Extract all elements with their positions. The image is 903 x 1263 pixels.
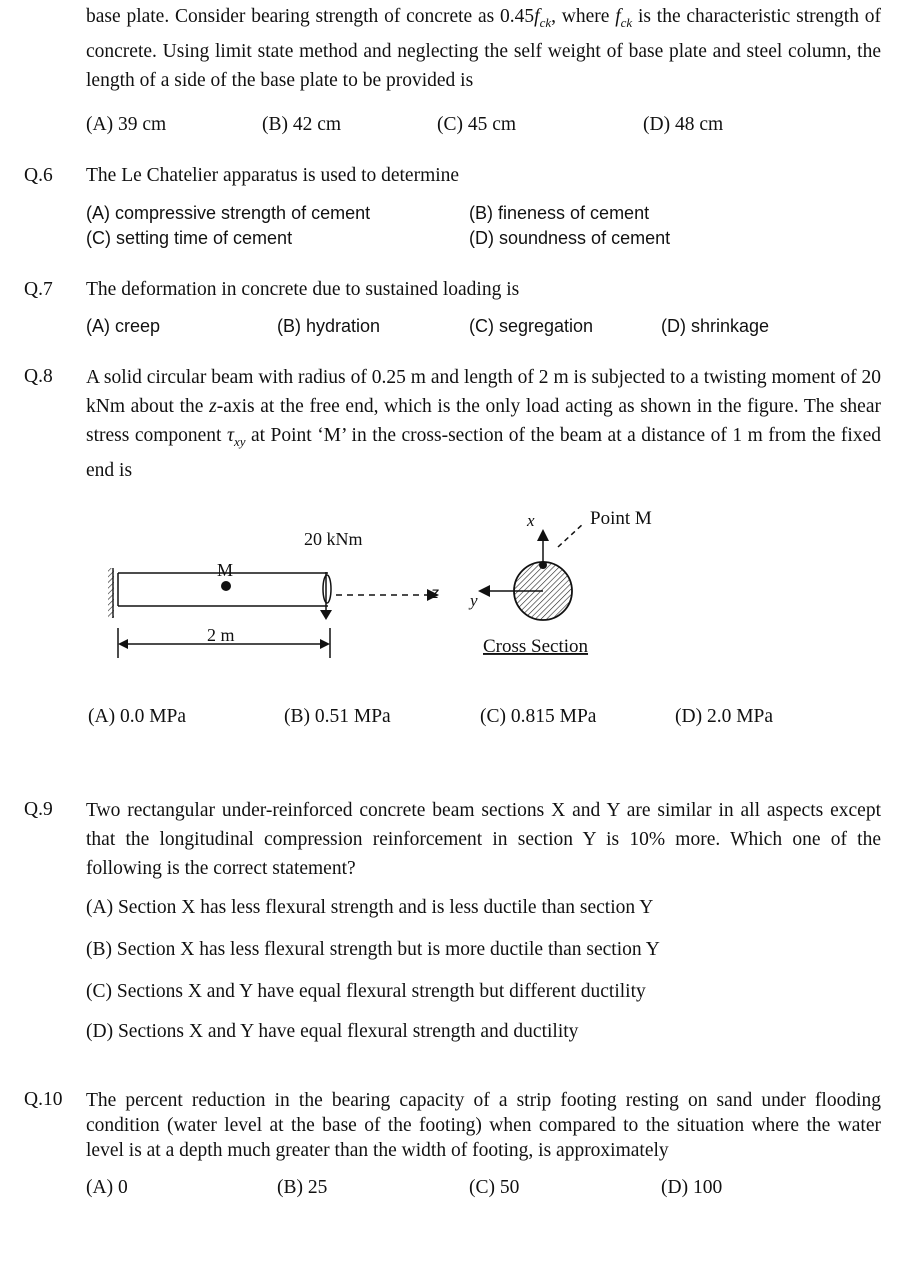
q9-number: Q.9 xyxy=(24,799,53,820)
q10-option-a[interactable]: (A) 0 xyxy=(86,1177,128,1198)
moment-label: 20 kNm xyxy=(304,529,363,549)
q7-option-a[interactable]: (A) creep xyxy=(86,316,161,336)
q5-stem: base plate. Consider bearing strength of concrete as $0.45f_{ck}$, where $f_{ck}$ is the characteristic strength of concrete. Using limit state method and neglecting the self weight of base plate and steel column, the length of a side of the base plate to be provided is xyxy=(86,6,881,91)
q10-option-b[interactable]: (B) 25 xyxy=(277,1177,328,1198)
q9-stem: Two rectangular under-reinforced concrete beam sections X and Y are similar in all aspects except that the longitudinal compression reinforcement in section Y is 10% more. Which one of the following is the correct statement? xyxy=(86,800,881,879)
q8-figure xyxy=(0,490,903,670)
cross-section-label: Cross Section xyxy=(483,636,589,657)
length-label: 2 m xyxy=(207,625,235,645)
q8-stem: A solid circular beam with radius of 0.25 m and length of 2 m is subjected to a twisting moment of 20 kNm about the z-axis at the free end, which is the only load acting as shown in the figure. The shear stress component $\tau_{xy}$ at Point ‘M’ in the cross-section of the beam at a distance of 1 m from the fixed end is xyxy=(86,367,881,481)
q10-option-c[interactable]: (C) 50 xyxy=(469,1177,520,1198)
q8-number: Q.8 xyxy=(24,366,53,387)
z-axis-label: z xyxy=(431,585,439,602)
q6-stem: The Le Chatelier apparatus is used to determine xyxy=(86,165,460,186)
q5-option-a[interactable]: (A) 39 cm xyxy=(86,114,167,135)
q9-option-c[interactable]: (C) Sections X and Y have equal flexural strength but different ductility xyxy=(86,981,646,1002)
point-m-label: Point M xyxy=(590,508,652,529)
q10-stem: The percent reduction in the bearing capacity of a strip footing resting on sand under flooding condition (water level at the base of the footing) when compared to the situation where the water level is at a depth much greater than the width of footing, is approximately xyxy=(86,1090,881,1161)
cross-section xyxy=(481,523,584,620)
q6-number: Q.6 xyxy=(24,165,53,186)
q8-option-a[interactable]: (A) 0.0 MPa xyxy=(88,706,187,727)
q5-option-b[interactable]: (B) 42 cm xyxy=(262,114,342,135)
q5-option-c[interactable]: (C) 45 cm xyxy=(437,114,517,135)
q6-option-b[interactable]: (B) fineness of cement xyxy=(469,203,650,223)
q10-option-d[interactable]: (D) 100 xyxy=(661,1177,723,1198)
point-m-dot xyxy=(221,581,231,591)
fixed-support xyxy=(108,568,114,618)
q8-option-b[interactable]: (B) 0.51 MPa xyxy=(284,706,391,727)
q9-option-d[interactable]: (D) Sections X and Y have equal flexural strength and ductility xyxy=(86,1021,579,1042)
q5-option-d[interactable]: (D) 48 cm xyxy=(643,114,724,135)
moment-symbol xyxy=(320,572,332,620)
q8-option-c[interactable]: (C) 0.815 MPa xyxy=(480,706,597,727)
q6-option-d[interactable]: (D) soundness of cement xyxy=(469,228,671,248)
y-axis-label: y xyxy=(470,591,478,610)
q6-option-c[interactable]: (C) setting time of cement xyxy=(86,228,293,248)
q7-option-b[interactable]: (B) hydration xyxy=(277,316,381,336)
q9-option-b[interactable]: (B) Section X has less flexural strength but is more ductile than section Y xyxy=(86,939,660,960)
q9-option-a[interactable]: (A) Section X has less flexural strength and is less ductile than section Y xyxy=(86,897,654,918)
q7-option-c[interactable]: (C) segregation xyxy=(469,316,594,336)
q7-option-d[interactable]: (D) shrinkage xyxy=(661,316,770,336)
q8-option-d[interactable]: (D) 2.0 MPa xyxy=(675,706,774,727)
x-axis-label: x xyxy=(527,511,535,530)
q10-number: Q.10 xyxy=(24,1089,63,1110)
q6-option-a[interactable]: (A) compressive strength of cement xyxy=(86,203,371,223)
point-label-m: M xyxy=(217,560,234,580)
q7-number: Q.7 xyxy=(24,279,53,300)
q7-stem: The deformation in concrete due to sustained loading is xyxy=(86,279,520,300)
